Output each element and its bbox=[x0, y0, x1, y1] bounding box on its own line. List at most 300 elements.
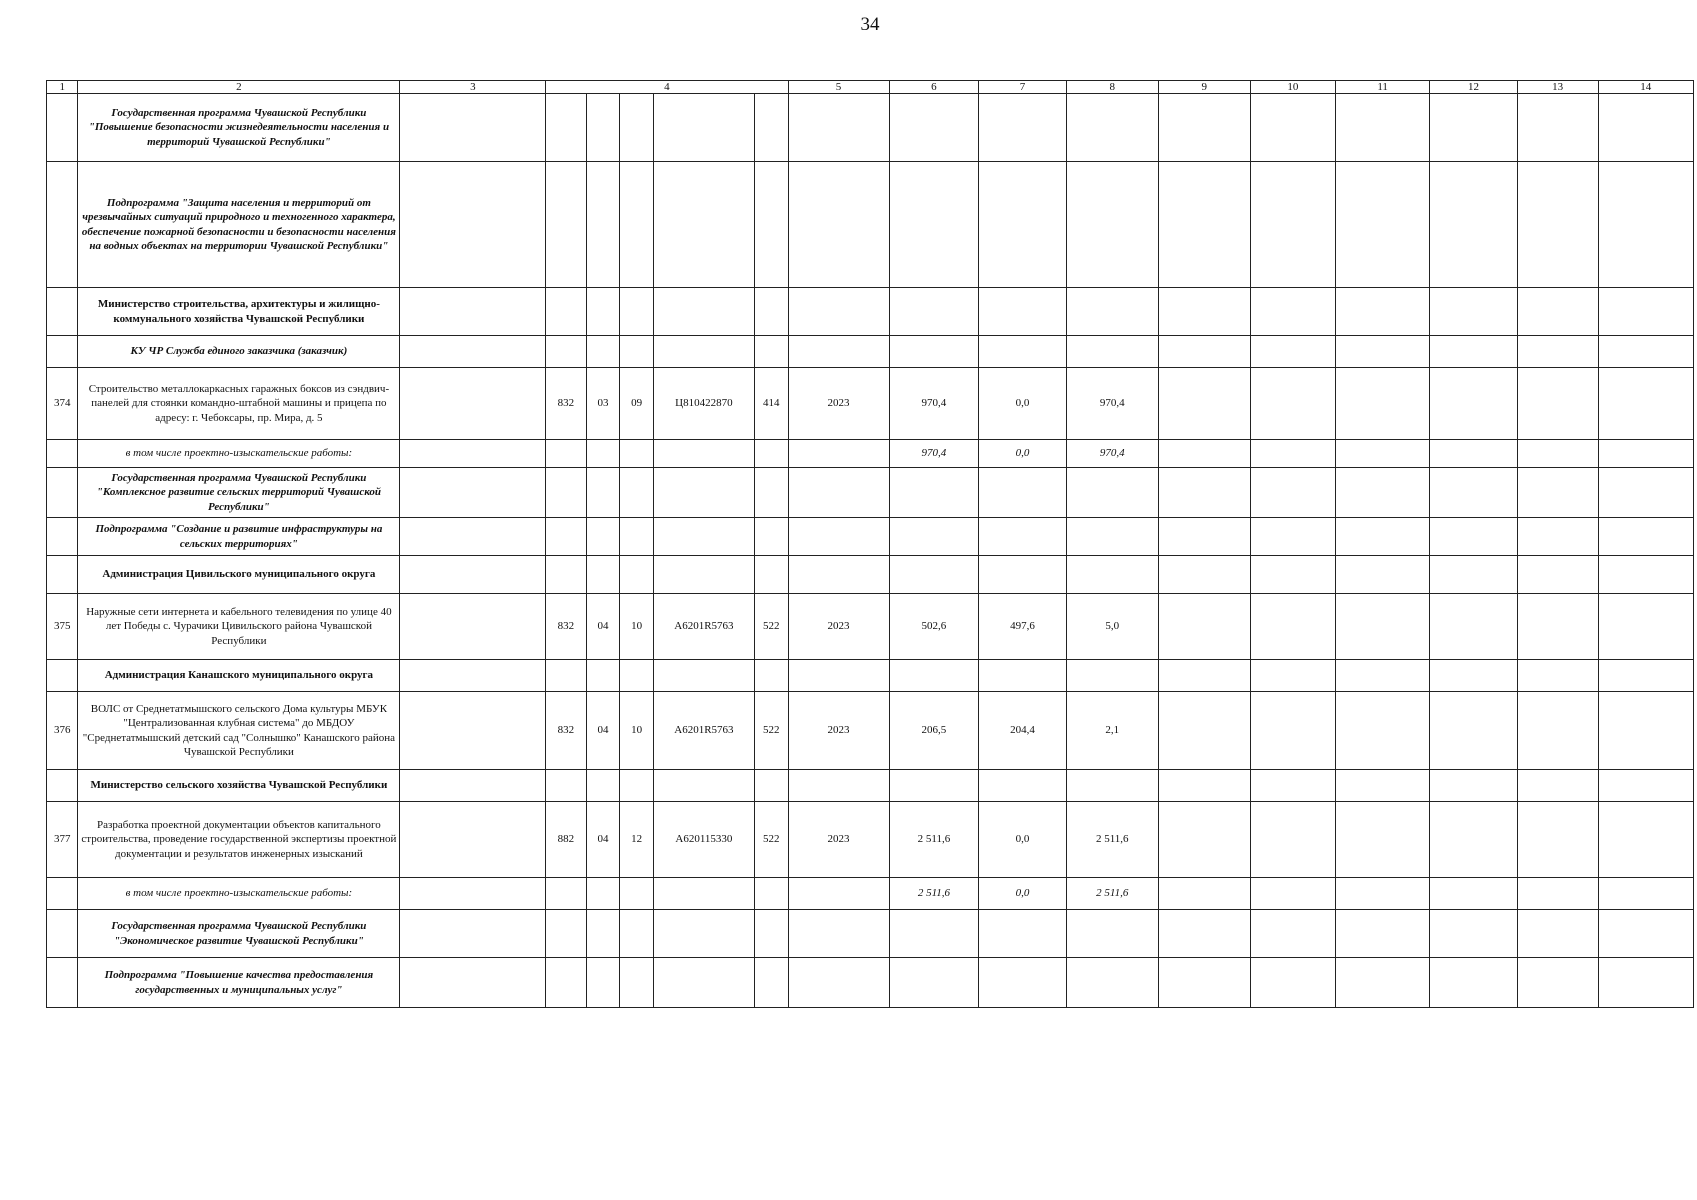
empty-cell bbox=[1250, 878, 1335, 910]
year-value: 2023 bbox=[788, 594, 889, 660]
empty-cell bbox=[653, 440, 754, 468]
empty-cell bbox=[754, 336, 788, 368]
empty-cell bbox=[1250, 958, 1335, 1008]
col6-value: 502,6 bbox=[889, 594, 979, 660]
col-number: 13 bbox=[1517, 81, 1598, 94]
empty-cell bbox=[979, 468, 1067, 518]
row-name: в том числе проектно-изыскательские работы: bbox=[78, 440, 400, 468]
page-number: 34 bbox=[860, 14, 880, 35]
col6-value: 2 511,6 bbox=[889, 878, 979, 910]
empty-cell bbox=[788, 958, 889, 1008]
empty-cell bbox=[754, 910, 788, 958]
including-row bbox=[47, 440, 1694, 468]
empty-cell bbox=[889, 770, 979, 802]
empty-cell bbox=[788, 556, 889, 594]
empty-cell bbox=[546, 468, 586, 518]
empty-cell bbox=[1158, 288, 1250, 336]
empty-cell bbox=[546, 660, 586, 692]
row-name: Администрация Канашского муниципального округа bbox=[78, 660, 400, 692]
row-index bbox=[47, 958, 78, 1008]
empty-cell bbox=[400, 770, 546, 802]
row-index: 374 bbox=[47, 368, 78, 440]
customer-row bbox=[47, 336, 1694, 368]
row-index bbox=[47, 518, 78, 556]
empty-cell bbox=[1250, 770, 1335, 802]
col7-value: 0,0 bbox=[979, 802, 1067, 878]
empty-cell bbox=[620, 336, 654, 368]
col8-value: 970,4 bbox=[1066, 440, 1158, 468]
empty-cell bbox=[1517, 802, 1598, 878]
empty-cell bbox=[1158, 94, 1250, 162]
empty-cell bbox=[1598, 336, 1693, 368]
empty-cell bbox=[653, 878, 754, 910]
section-code: 03 bbox=[586, 368, 620, 440]
empty-cell bbox=[400, 94, 546, 162]
empty-cell bbox=[1517, 556, 1598, 594]
empty-cell bbox=[1517, 162, 1598, 288]
row-name: Подпрограмма "Защита населения и территорий от чрезвычайных ситуаций природного и техногенного характера, обеспечение пожарной безопасности и безопасности населения на водных объектах на территории Чувашской Республики" bbox=[78, 162, 400, 288]
row-name: Разработка проектной документации объектов капитального строительства, проведение государственной экспертизы проектной документации и результатов инженерных изысканий bbox=[78, 802, 400, 878]
empty-cell bbox=[889, 288, 979, 336]
empty-cell bbox=[1336, 162, 1430, 288]
empty-cell bbox=[788, 770, 889, 802]
empty-cell bbox=[586, 288, 620, 336]
object-row bbox=[47, 802, 1694, 878]
empty-cell bbox=[546, 910, 586, 958]
empty-cell bbox=[1336, 288, 1430, 336]
empty-cell bbox=[1250, 692, 1335, 770]
empty-cell bbox=[1430, 94, 1518, 162]
empty-cell bbox=[620, 94, 654, 162]
empty-cell bbox=[546, 518, 586, 556]
empty-cell bbox=[1517, 958, 1598, 1008]
empty-cell bbox=[546, 958, 586, 1008]
empty-cell bbox=[620, 660, 654, 692]
col6-value: 970,4 bbox=[889, 368, 979, 440]
empty-cell bbox=[1336, 440, 1430, 468]
empty-cell bbox=[653, 958, 754, 1008]
empty-cell bbox=[1158, 518, 1250, 556]
empty-cell bbox=[1250, 94, 1335, 162]
empty-cell bbox=[754, 556, 788, 594]
empty-cell bbox=[653, 94, 754, 162]
col-number: 5 bbox=[788, 81, 889, 94]
empty-cell bbox=[1066, 910, 1158, 958]
col6-value: 206,5 bbox=[889, 692, 979, 770]
empty-cell bbox=[1066, 162, 1158, 288]
empty-cell bbox=[979, 556, 1067, 594]
empty-cell bbox=[586, 94, 620, 162]
year-value: 2023 bbox=[788, 368, 889, 440]
empty-cell bbox=[889, 958, 979, 1008]
empty-cell bbox=[586, 770, 620, 802]
empty-cell bbox=[400, 162, 546, 288]
empty-cell bbox=[1158, 692, 1250, 770]
col8-value: 2,1 bbox=[1066, 692, 1158, 770]
empty-cell bbox=[1430, 770, 1518, 802]
including-row bbox=[47, 878, 1694, 910]
empty-cell bbox=[1336, 556, 1430, 594]
empty-cell bbox=[1430, 468, 1518, 518]
empty-cell bbox=[754, 518, 788, 556]
empty-cell bbox=[1517, 518, 1598, 556]
empty-cell bbox=[620, 556, 654, 594]
empty-cell bbox=[653, 288, 754, 336]
empty-cell bbox=[1598, 802, 1693, 878]
empty-cell bbox=[586, 958, 620, 1008]
empty-cell bbox=[653, 162, 754, 288]
empty-cell bbox=[1430, 518, 1518, 556]
empty-cell bbox=[1517, 440, 1598, 468]
empty-cell bbox=[1430, 556, 1518, 594]
program-row bbox=[47, 162, 1694, 288]
target-article-code: А6201R5763 bbox=[653, 594, 754, 660]
empty-cell bbox=[586, 336, 620, 368]
empty-cell bbox=[1517, 288, 1598, 336]
empty-cell bbox=[1430, 958, 1518, 1008]
empty-cell bbox=[979, 910, 1067, 958]
empty-cell bbox=[1336, 878, 1430, 910]
row-index bbox=[47, 910, 78, 958]
empty-cell bbox=[1598, 770, 1693, 802]
empty-cell bbox=[1336, 770, 1430, 802]
row-index bbox=[47, 94, 78, 162]
col-number: 6 bbox=[889, 81, 979, 94]
empty-cell bbox=[1158, 468, 1250, 518]
empty-cell bbox=[1250, 660, 1335, 692]
col-number: 8 bbox=[1066, 81, 1158, 94]
empty-cell bbox=[1336, 692, 1430, 770]
target-article-code: А6201R5763 bbox=[653, 692, 754, 770]
row-name: Государственная программа Чувашской Республики "Комплексное развитие сельских территорий Чувашской Республики" bbox=[78, 468, 400, 518]
empty-cell bbox=[1336, 468, 1430, 518]
col-number: 2 bbox=[78, 81, 400, 94]
empty-cell bbox=[546, 556, 586, 594]
empty-cell bbox=[1158, 556, 1250, 594]
empty-cell bbox=[1158, 802, 1250, 878]
empty-cell bbox=[1250, 440, 1335, 468]
empty-cell bbox=[1066, 288, 1158, 336]
empty-cell bbox=[889, 556, 979, 594]
empty-cell bbox=[400, 878, 546, 910]
empty-cell bbox=[1598, 692, 1693, 770]
empty-cell bbox=[1336, 802, 1430, 878]
empty-cell bbox=[400, 802, 546, 878]
row-name: Строительство металлокаркасных гаражных боксов из сэндвич-панелей для стоянки командно-штабной машины и прицепа по адресу: г. Чебоксары, пр. Мира, д. 5 bbox=[78, 368, 400, 440]
row-name: Наружные сети интернета и кабельного телевидения по улице 40 лет Победы с. Чурачики Цивильского района Чувашской Республики bbox=[78, 594, 400, 660]
empty-cell bbox=[1430, 802, 1518, 878]
row-index bbox=[47, 878, 78, 910]
empty-cell bbox=[1598, 878, 1693, 910]
empty-cell bbox=[400, 556, 546, 594]
col-number: 14 bbox=[1598, 81, 1693, 94]
empty-cell bbox=[620, 770, 654, 802]
expense-type-code: 522 bbox=[754, 692, 788, 770]
empty-cell bbox=[1430, 162, 1518, 288]
empty-cell bbox=[1598, 368, 1693, 440]
col-number: 7 bbox=[979, 81, 1067, 94]
empty-cell bbox=[400, 594, 546, 660]
empty-cell bbox=[1066, 94, 1158, 162]
empty-cell bbox=[1430, 660, 1518, 692]
col-number: 11 bbox=[1336, 81, 1430, 94]
empty-cell bbox=[546, 440, 586, 468]
empty-cell bbox=[586, 468, 620, 518]
col7-value: 497,6 bbox=[979, 594, 1067, 660]
empty-cell bbox=[620, 878, 654, 910]
empty-cell bbox=[1517, 594, 1598, 660]
empty-cell bbox=[620, 440, 654, 468]
row-index: 375 bbox=[47, 594, 78, 660]
empty-cell bbox=[1598, 660, 1693, 692]
empty-cell bbox=[1430, 878, 1518, 910]
empty-cell bbox=[1066, 958, 1158, 1008]
empty-cell bbox=[1158, 162, 1250, 288]
empty-cell bbox=[1250, 468, 1335, 518]
empty-cell bbox=[889, 518, 979, 556]
col-number: 10 bbox=[1250, 81, 1335, 94]
empty-cell bbox=[754, 660, 788, 692]
organization-row bbox=[47, 660, 1694, 692]
empty-cell bbox=[788, 660, 889, 692]
section-code: 04 bbox=[586, 692, 620, 770]
col-number: 1 bbox=[47, 81, 78, 94]
empty-cell bbox=[653, 660, 754, 692]
empty-cell bbox=[1158, 660, 1250, 692]
empty-cell bbox=[1517, 878, 1598, 910]
empty-cell bbox=[620, 162, 654, 288]
empty-cell bbox=[1158, 368, 1250, 440]
empty-cell bbox=[1517, 660, 1598, 692]
empty-cell bbox=[586, 878, 620, 910]
empty-cell bbox=[889, 162, 979, 288]
empty-cell bbox=[979, 518, 1067, 556]
empty-cell bbox=[400, 288, 546, 336]
empty-cell bbox=[1158, 440, 1250, 468]
row-name: Государственная программа Чувашской Республики "Повышение безопасности жизнедеятельности населения и территорий Чувашской Республики" bbox=[78, 94, 400, 162]
empty-cell bbox=[1517, 468, 1598, 518]
empty-cell bbox=[1517, 94, 1598, 162]
empty-cell bbox=[586, 162, 620, 288]
empty-cell bbox=[979, 288, 1067, 336]
empty-cell bbox=[1430, 692, 1518, 770]
empty-cell bbox=[889, 336, 979, 368]
program-row bbox=[47, 468, 1694, 518]
empty-cell bbox=[1336, 94, 1430, 162]
row-index: 377 bbox=[47, 802, 78, 878]
empty-cell bbox=[1158, 770, 1250, 802]
empty-cell bbox=[1066, 468, 1158, 518]
col-number: 3 bbox=[400, 81, 546, 94]
empty-cell bbox=[754, 770, 788, 802]
empty-cell bbox=[979, 94, 1067, 162]
organization-row bbox=[47, 556, 1694, 594]
row-name: Министерство строительства, архитектуры и жилищно-коммунального хозяйства Чувашской Республики bbox=[78, 288, 400, 336]
col7-value: 204,4 bbox=[979, 692, 1067, 770]
empty-cell bbox=[979, 162, 1067, 288]
row-name: Администрация Цивильского муниципального округа bbox=[78, 556, 400, 594]
empty-cell bbox=[754, 468, 788, 518]
target-article-code: А620115330 bbox=[653, 802, 754, 878]
empty-cell bbox=[653, 468, 754, 518]
col6-value: 2 511,6 bbox=[889, 802, 979, 878]
row-index bbox=[47, 770, 78, 802]
empty-cell bbox=[979, 958, 1067, 1008]
empty-cell bbox=[620, 288, 654, 336]
empty-cell bbox=[1430, 594, 1518, 660]
empty-cell bbox=[1430, 440, 1518, 468]
empty-cell bbox=[1336, 336, 1430, 368]
empty-cell bbox=[1430, 288, 1518, 336]
empty-cell bbox=[788, 910, 889, 958]
empty-cell bbox=[754, 958, 788, 1008]
empty-cell bbox=[400, 440, 546, 468]
empty-cell bbox=[1336, 660, 1430, 692]
empty-cell bbox=[788, 878, 889, 910]
col-number: 9 bbox=[1158, 81, 1250, 94]
empty-cell bbox=[788, 518, 889, 556]
row-index bbox=[47, 440, 78, 468]
empty-cell bbox=[546, 288, 586, 336]
empty-cell bbox=[400, 660, 546, 692]
grbs-code: 832 bbox=[546, 692, 586, 770]
empty-cell bbox=[754, 94, 788, 162]
empty-cell bbox=[1336, 518, 1430, 556]
empty-cell bbox=[653, 336, 754, 368]
empty-cell bbox=[586, 660, 620, 692]
empty-cell bbox=[1517, 368, 1598, 440]
row-name: Подпрограмма "Создание и развитие инфраструктуры на сельских территориях" bbox=[78, 518, 400, 556]
col6-value: 970,4 bbox=[889, 440, 979, 468]
empty-cell bbox=[653, 556, 754, 594]
empty-cell bbox=[620, 518, 654, 556]
row-name: Министерство сельского хозяйства Чувашской Республики bbox=[78, 770, 400, 802]
empty-cell bbox=[1250, 518, 1335, 556]
empty-cell bbox=[400, 910, 546, 958]
section-code: 04 bbox=[586, 802, 620, 878]
empty-cell bbox=[889, 910, 979, 958]
empty-cell bbox=[788, 468, 889, 518]
row-index bbox=[47, 468, 78, 518]
empty-cell bbox=[1517, 692, 1598, 770]
empty-cell bbox=[1250, 594, 1335, 660]
subsection-code: 10 bbox=[620, 594, 654, 660]
empty-cell bbox=[788, 162, 889, 288]
empty-cell bbox=[1066, 660, 1158, 692]
empty-cell bbox=[546, 878, 586, 910]
empty-cell bbox=[400, 692, 546, 770]
empty-cell bbox=[546, 336, 586, 368]
organization-row bbox=[47, 770, 1694, 802]
empty-cell bbox=[546, 770, 586, 802]
empty-cell bbox=[1336, 958, 1430, 1008]
empty-cell bbox=[400, 336, 546, 368]
object-row bbox=[47, 692, 1694, 770]
empty-cell bbox=[1250, 162, 1335, 288]
program-row bbox=[47, 518, 1694, 556]
empty-cell bbox=[586, 556, 620, 594]
empty-cell bbox=[1598, 288, 1693, 336]
empty-cell bbox=[1598, 594, 1693, 660]
row-name: Государственная программа Чувашской Республики "Экономическое развитие Чувашской Республики" bbox=[78, 910, 400, 958]
subsection-code: 09 bbox=[620, 368, 654, 440]
empty-cell bbox=[979, 336, 1067, 368]
empty-cell bbox=[546, 162, 586, 288]
empty-cell bbox=[653, 910, 754, 958]
empty-cell bbox=[620, 910, 654, 958]
object-row bbox=[47, 594, 1694, 660]
empty-cell bbox=[979, 660, 1067, 692]
row-index bbox=[47, 162, 78, 288]
empty-cell bbox=[586, 518, 620, 556]
row-index bbox=[47, 556, 78, 594]
table-body bbox=[47, 81, 1694, 1008]
empty-cell bbox=[889, 94, 979, 162]
organization-row bbox=[47, 288, 1694, 336]
col7-value: 0,0 bbox=[979, 878, 1067, 910]
expense-type-code: 414 bbox=[754, 368, 788, 440]
budget-table bbox=[46, 80, 1694, 1008]
section-code: 04 bbox=[586, 594, 620, 660]
expense-type-code: 522 bbox=[754, 802, 788, 878]
empty-cell bbox=[1250, 910, 1335, 958]
expense-type-code: 522 bbox=[754, 594, 788, 660]
empty-cell bbox=[754, 162, 788, 288]
subsection-code: 10 bbox=[620, 692, 654, 770]
row-name: в том числе проектно-изыскательские работы: bbox=[78, 878, 400, 910]
program-row bbox=[47, 958, 1694, 1008]
empty-cell bbox=[1158, 958, 1250, 1008]
empty-cell bbox=[1250, 556, 1335, 594]
empty-cell bbox=[1250, 368, 1335, 440]
empty-cell bbox=[754, 288, 788, 336]
grbs-code: 882 bbox=[546, 802, 586, 878]
empty-cell bbox=[1066, 770, 1158, 802]
row-index bbox=[47, 336, 78, 368]
row-index bbox=[47, 660, 78, 692]
col8-value: 5,0 bbox=[1066, 594, 1158, 660]
empty-cell bbox=[788, 288, 889, 336]
col8-value: 970,4 bbox=[1066, 368, 1158, 440]
empty-cell bbox=[1517, 336, 1598, 368]
year-value: 2023 bbox=[788, 692, 889, 770]
empty-cell bbox=[653, 518, 754, 556]
empty-cell bbox=[1598, 556, 1693, 594]
empty-cell bbox=[1066, 336, 1158, 368]
empty-cell bbox=[1517, 770, 1598, 802]
col-number: 4 bbox=[546, 81, 788, 94]
empty-cell bbox=[788, 336, 889, 368]
empty-cell bbox=[1158, 336, 1250, 368]
empty-cell bbox=[1430, 336, 1518, 368]
empty-cell bbox=[1250, 288, 1335, 336]
empty-cell bbox=[1598, 162, 1693, 288]
empty-cell bbox=[620, 468, 654, 518]
col7-value: 0,0 bbox=[979, 440, 1067, 468]
empty-cell bbox=[1598, 910, 1693, 958]
empty-cell bbox=[1250, 336, 1335, 368]
col8-value: 2 511,6 bbox=[1066, 802, 1158, 878]
col7-value: 0,0 bbox=[979, 368, 1067, 440]
empty-cell bbox=[586, 440, 620, 468]
empty-cell bbox=[400, 368, 546, 440]
empty-cell bbox=[1336, 368, 1430, 440]
grbs-code: 832 bbox=[546, 594, 586, 660]
column-number-row bbox=[47, 81, 1694, 94]
empty-cell bbox=[754, 878, 788, 910]
empty-cell bbox=[1336, 910, 1430, 958]
empty-cell bbox=[1066, 556, 1158, 594]
